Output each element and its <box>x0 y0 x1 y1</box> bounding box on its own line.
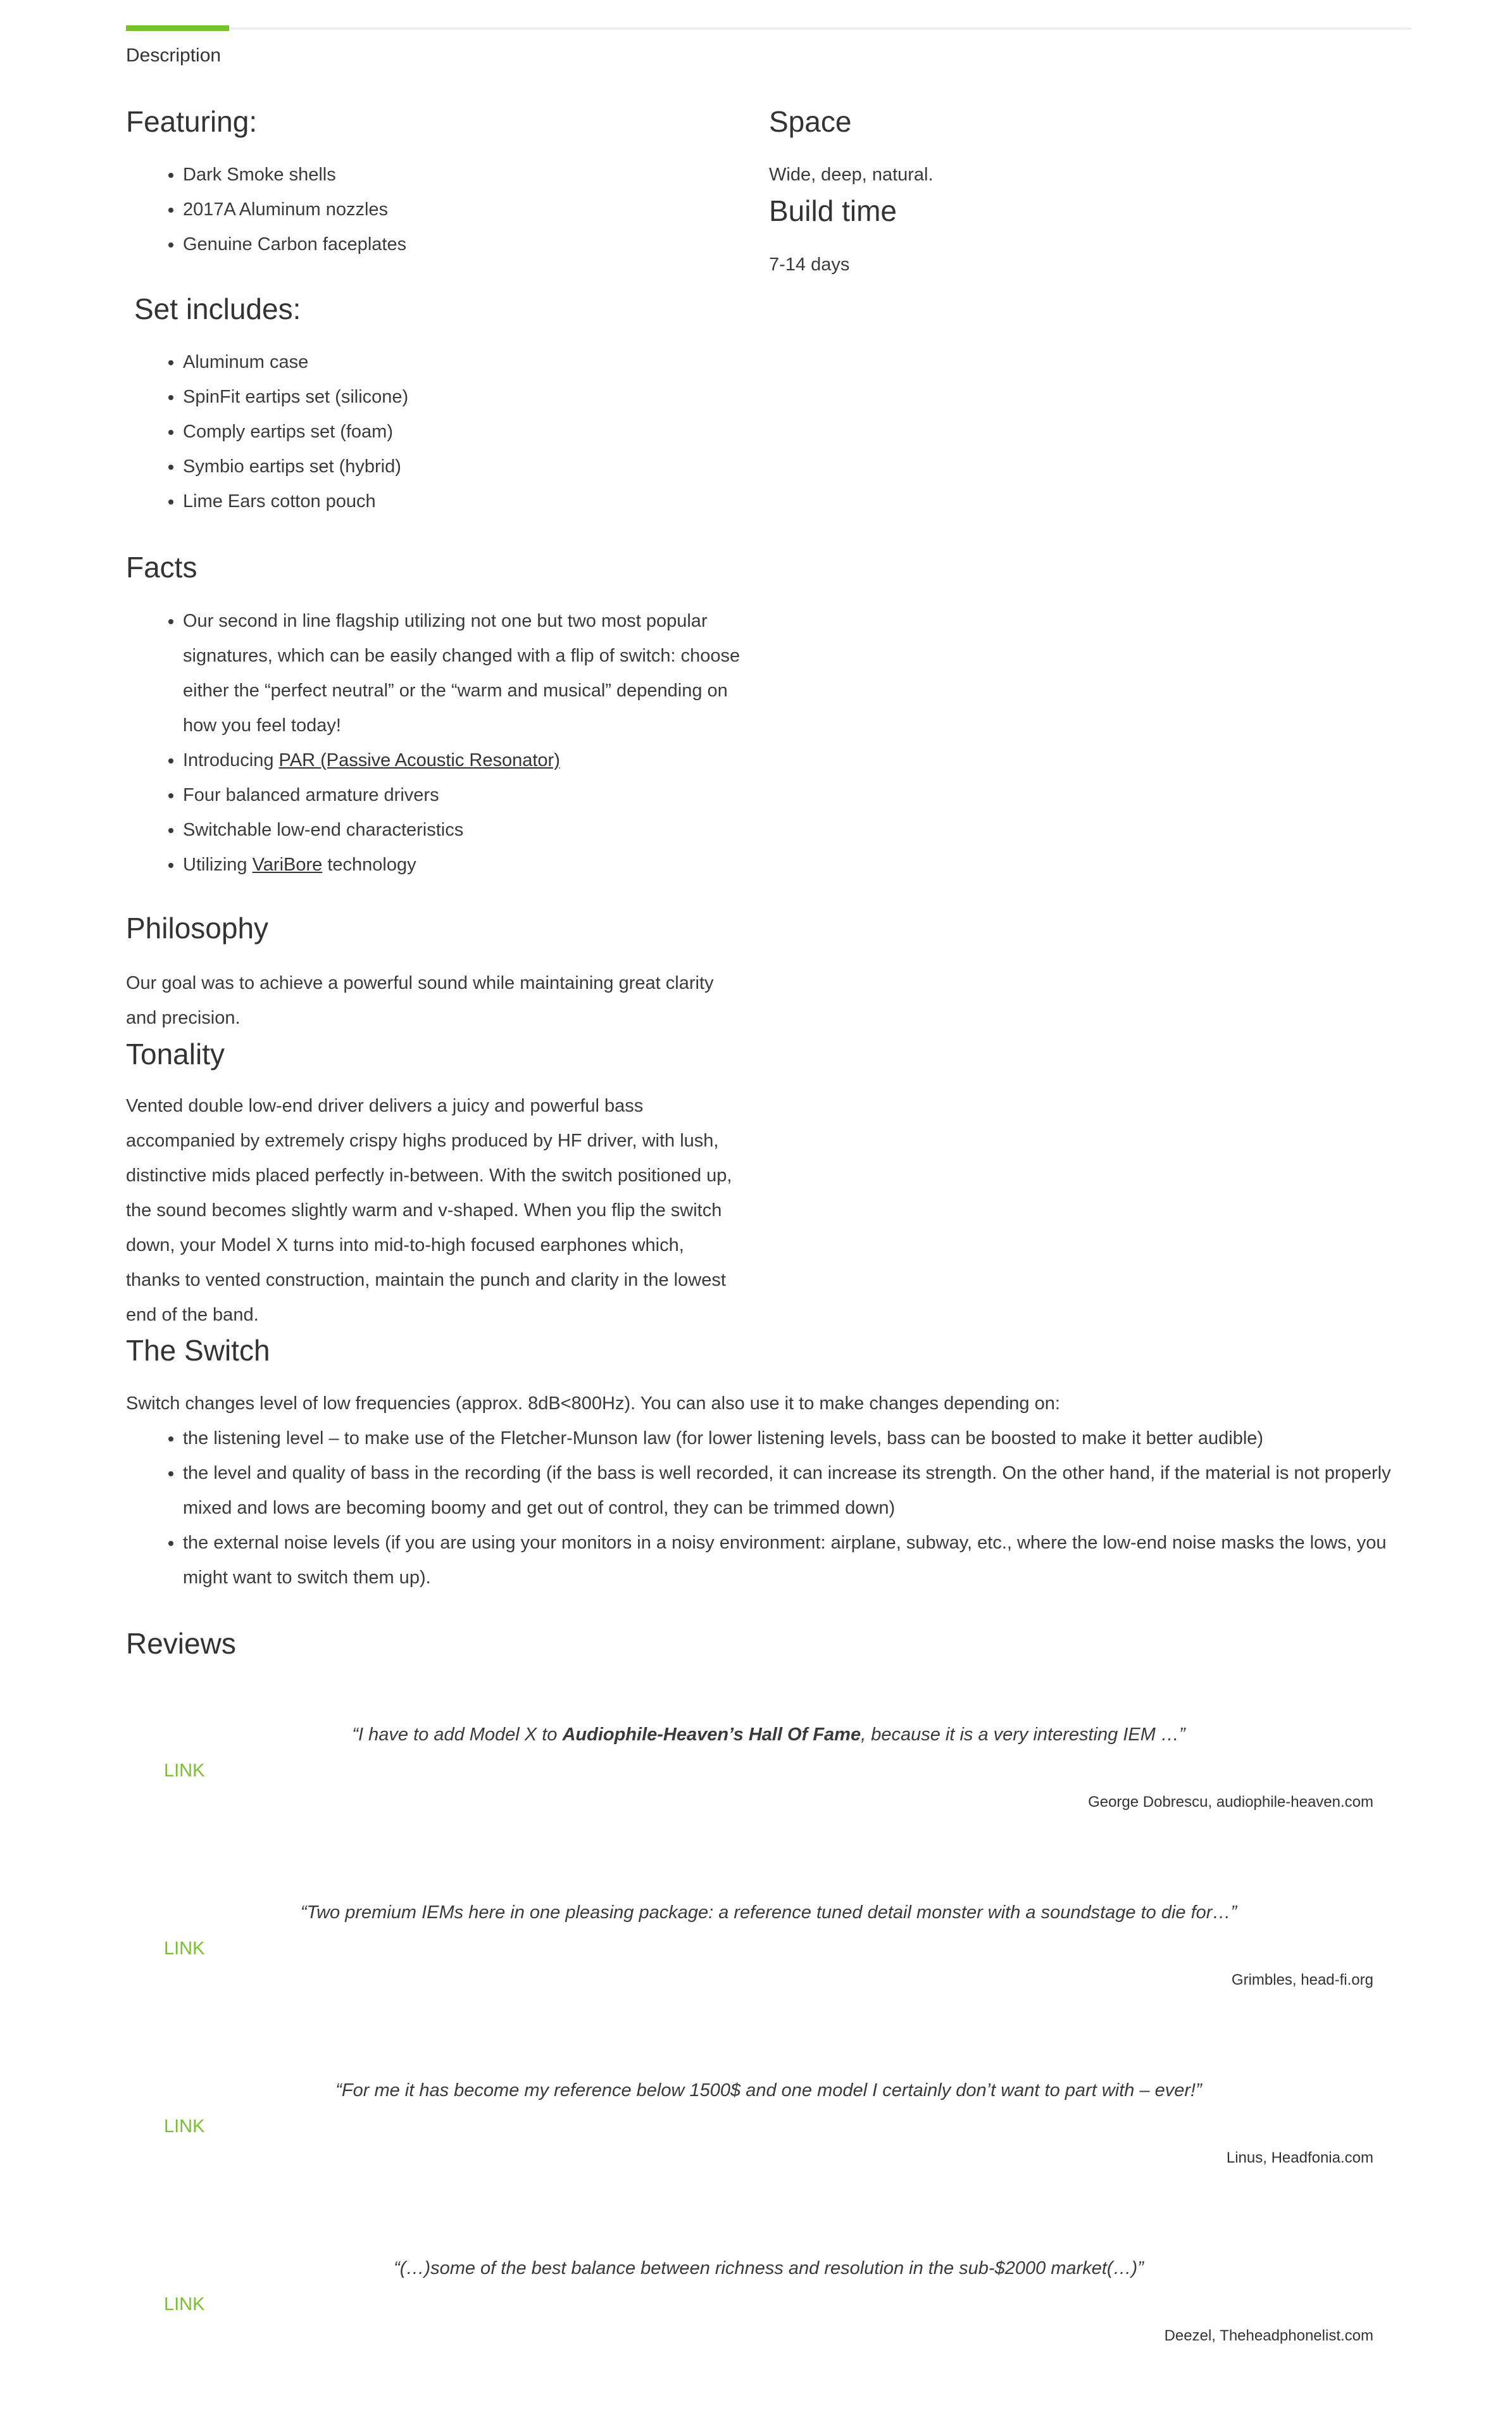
varibore-link[interactable]: VariBore <box>252 855 323 875</box>
switch-intro: Switch changes level of low frequencies (approx. 8dB<800Hz). You can also use it to make changes depending on: <box>126 1393 1060 1414</box>
review-author: Grimbles, head-fi.org <box>1231 1971 1373 1988</box>
switch-list <box>126 1421 1411 1595</box>
list-item: • the level and quality of bass in the recording (if the bass is well recorded, it can increase its strength. On the other hand, if the material is not properly mixed and lows are becoming boomy and get out of control, they can be trimmed down) <box>183 1456 1411 1526</box>
active-tab-indicator <box>126 25 229 31</box>
review-quote: “Two premium IEMs here in one pleasing package: a reference tuned detail monster with a soundstage to die for…” <box>300 1902 1237 1923</box>
review-link[interactable]: LINK <box>164 1761 205 1781</box>
quote-text: , because it is a very interesting IEM …” <box>861 1724 1185 1745</box>
tonality-heading: Tonality <box>126 1038 225 1071</box>
switch-heading: The Switch <box>126 1334 270 1367</box>
build-time-text: 7-14 days <box>769 254 850 275</box>
space-heading: Space <box>769 105 852 138</box>
philosophy-heading: Philosophy <box>126 912 269 945</box>
facts-list <box>126 604 746 883</box>
reviews-heading: Reviews <box>126 1627 236 1660</box>
text: Utilizing <box>183 855 253 875</box>
list-item: • Dark Smoke shells <box>183 158 753 192</box>
list-item: • SpinFit eartips set (silicone) <box>183 380 753 415</box>
featuring-list <box>126 158 753 262</box>
review-link[interactable]: LINK <box>164 1938 205 1959</box>
list-item: • the listening level – to make use of the Fletcher-Munson law (for lower listening levels, bass can be boosted to make it better audible) <box>183 1421 1411 1456</box>
list-item: • Switchable low-end characteristics <box>183 813 746 848</box>
list-item: • Lime Ears cotton pouch <box>183 484 753 519</box>
text: technology <box>322 855 416 875</box>
list-item: • Genuine Carbon faceplates <box>183 227 753 262</box>
list-item: • the external noise levels (if you are using your monitors in a noisy environment: airplane, subway, etc., where the low-end noise masks the lows, you might want to switch them up). <box>183 1526 1411 1595</box>
list-item: • Our second in line flagship utilizing not one but two most popular signatures, which can be easily changed with a flip of switch: choose either the “perfect neutral” or the “warm and musical” depending on how you feel today! <box>183 604 746 743</box>
list-item: • 2017A Aluminum nozzles <box>183 192 753 227</box>
list-item: • Symbio eartips set (hybrid) <box>183 449 753 484</box>
set-includes-list <box>126 345 753 519</box>
build-time-heading: Build time <box>769 194 897 227</box>
tonality-text: Vented double low-end driver delivers a juicy and powerful bass accompanied by extremely crispy highs produced by HF driver, with lush, distinctive mids placed perfectly in-between. With the switch positioned up, the sound becomes slightly warm and v-shaped. When you flip the switch down, your Model X turns into mid-to-high focused earphones which, thanks to vented construction, maintain the punch and clarity in the lowest end of the band. <box>126 1096 732 1325</box>
set-includes-heading: Set includes: <box>134 292 301 325</box>
philosophy-text: Our goal was to achieve a powerful sound while maintaining great clarity and precision. <box>126 973 714 1028</box>
text: Introducing <box>183 750 279 770</box>
list-item: • Comply eartips set (foam) <box>183 415 753 449</box>
space-text: Wide, deep, natural. <box>769 165 934 185</box>
review-author: George Dobrescu, audiophile-heaven.com <box>1088 1793 1373 1811</box>
review-link[interactable]: LINK <box>164 2294 205 2315</box>
review-quote <box>126 1718 1411 1752</box>
review-author: Deezel, Theheadphonelist.com <box>1164 2327 1373 2344</box>
list-item: • Aluminum case <box>183 345 753 380</box>
par-link[interactable]: PAR (Passive Acoustic Resonator) <box>278 750 560 770</box>
tab-description[interactable]: Description <box>126 45 222 66</box>
facts-heading: Facts <box>126 551 197 584</box>
list-item <box>183 743 746 778</box>
quote-text: “I have to add Model X to <box>352 1724 563 1745</box>
tab-divider <box>126 27 1411 30</box>
review-quote: “(…)some of the best balance between richness and resolution in the sub-$2000 market(…)” <box>394 2258 1144 2278</box>
list-item <box>183 848 746 883</box>
review-link[interactable]: LINK <box>164 2116 205 2137</box>
review-author: Linus, Headfonia.com <box>1226 2149 1373 2166</box>
featuring-heading: Featuring: <box>126 105 258 138</box>
list-item: • Four balanced armature drivers <box>183 778 746 813</box>
quote-bold: Audiophile-Heaven’s Hall Of Fame <box>562 1724 861 1745</box>
review-quote: “For me it has become my reference below 1500$ and one model I certainly don’t want to part with – ever!” <box>335 2080 1202 2101</box>
